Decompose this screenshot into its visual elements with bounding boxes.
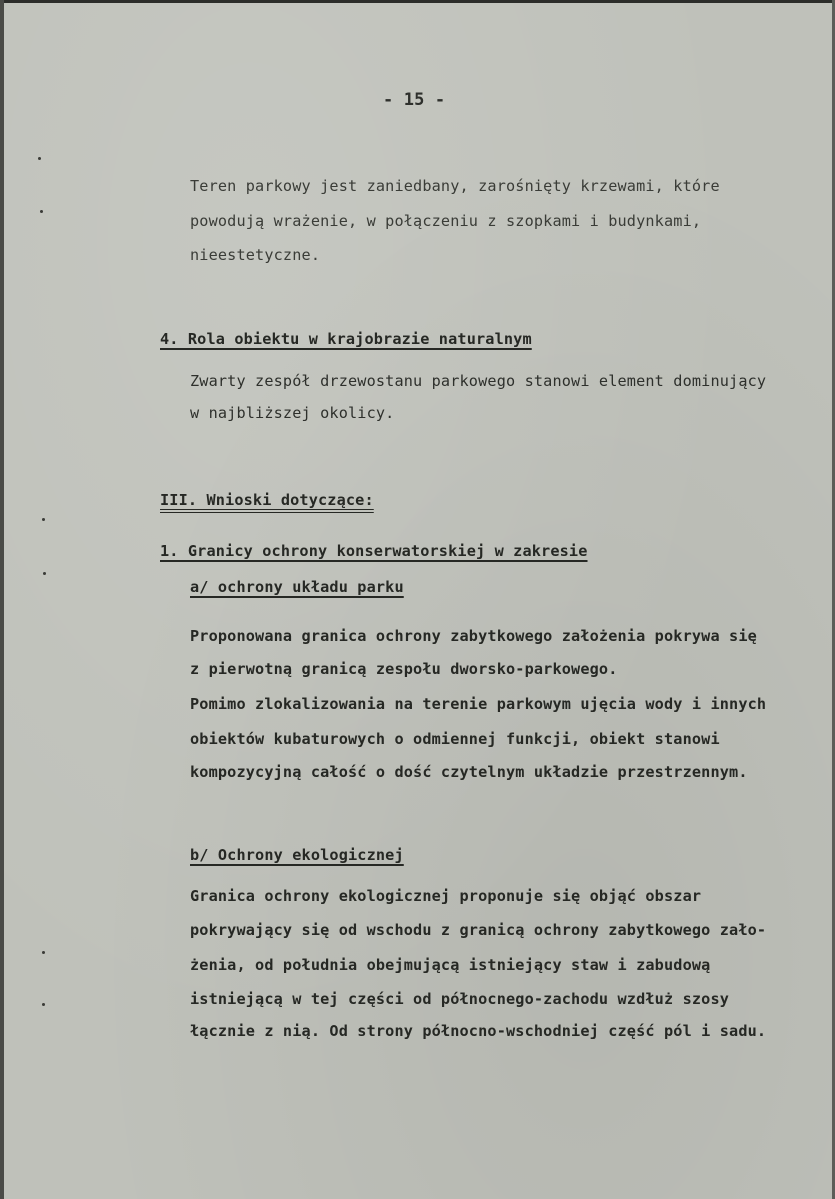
paragraph-line: Granica ochrony ekologicznej proponuje się objąć obszar xyxy=(190,887,702,905)
paragraph-line: Teren parkowy jest zaniedbany, zarośnięty krzewami, które xyxy=(190,177,720,195)
margin-mark xyxy=(42,518,45,521)
margin-mark xyxy=(38,157,41,160)
paragraph-line: żenia, od południa obejmującą istniejący staw i zabudową xyxy=(190,956,711,974)
scan-edge-top xyxy=(0,0,835,3)
paragraph-line: w najbliższej okolicy. xyxy=(190,404,395,422)
subsection-a-heading: a/ ochrony układu parku xyxy=(190,578,404,596)
paragraph-line: obiektów kubaturowych o odmiennej funkcji, obiekt stanowi xyxy=(190,730,720,748)
scan-edge-left xyxy=(0,0,4,1199)
paragraph-line: Pomimo zlokalizowania na terenie parkowym ujęcia wody i innych xyxy=(190,695,767,713)
margin-mark xyxy=(40,210,43,213)
margin-mark xyxy=(43,572,46,575)
margin-mark xyxy=(42,1003,45,1006)
paragraph-line: pokrywający się od wschodu z granicą ochrony zabytkowego zało- xyxy=(190,921,767,939)
subsection-1-heading: 1. Granicy ochrony konserwatorskiej w zakresie xyxy=(160,542,588,560)
paragraph-line: z pierwotną granicą zespołu dworsko-parkowego. xyxy=(190,660,618,678)
section-4-heading: 4. Rola obiektu w krajobrazie naturalnym xyxy=(160,330,532,348)
paragraph-line: istniejącą w tej części od północnego-zachodu wzdłuż szosy xyxy=(190,990,730,1008)
page-number: - 15 - xyxy=(383,90,446,110)
paragraph-line: Zwarty zespół drzewostanu parkowego stanowi element dominujący xyxy=(190,372,767,390)
section-iii-heading: III. Wnioski dotyczące: xyxy=(160,491,374,509)
paragraph-line: Proponowana granica ochrony zabytkowego założenia pokrywa się xyxy=(190,627,757,645)
paragraph-line: powodują wrażenie, w połączeniu z szopkami i budynkami, xyxy=(190,212,702,230)
paragraph-line: kompozycyjną całość o dość czytelnym układzie przestrzennym. xyxy=(190,763,748,781)
paragraph-line: nieestetyczne. xyxy=(190,246,321,264)
paragraph-line: łącznie z nią. Od strony północno-wschodniej część pól i sadu. xyxy=(190,1022,767,1040)
margin-mark xyxy=(42,951,45,954)
subsection-b-heading: b/ Ochrony ekologicznej xyxy=(190,846,404,864)
